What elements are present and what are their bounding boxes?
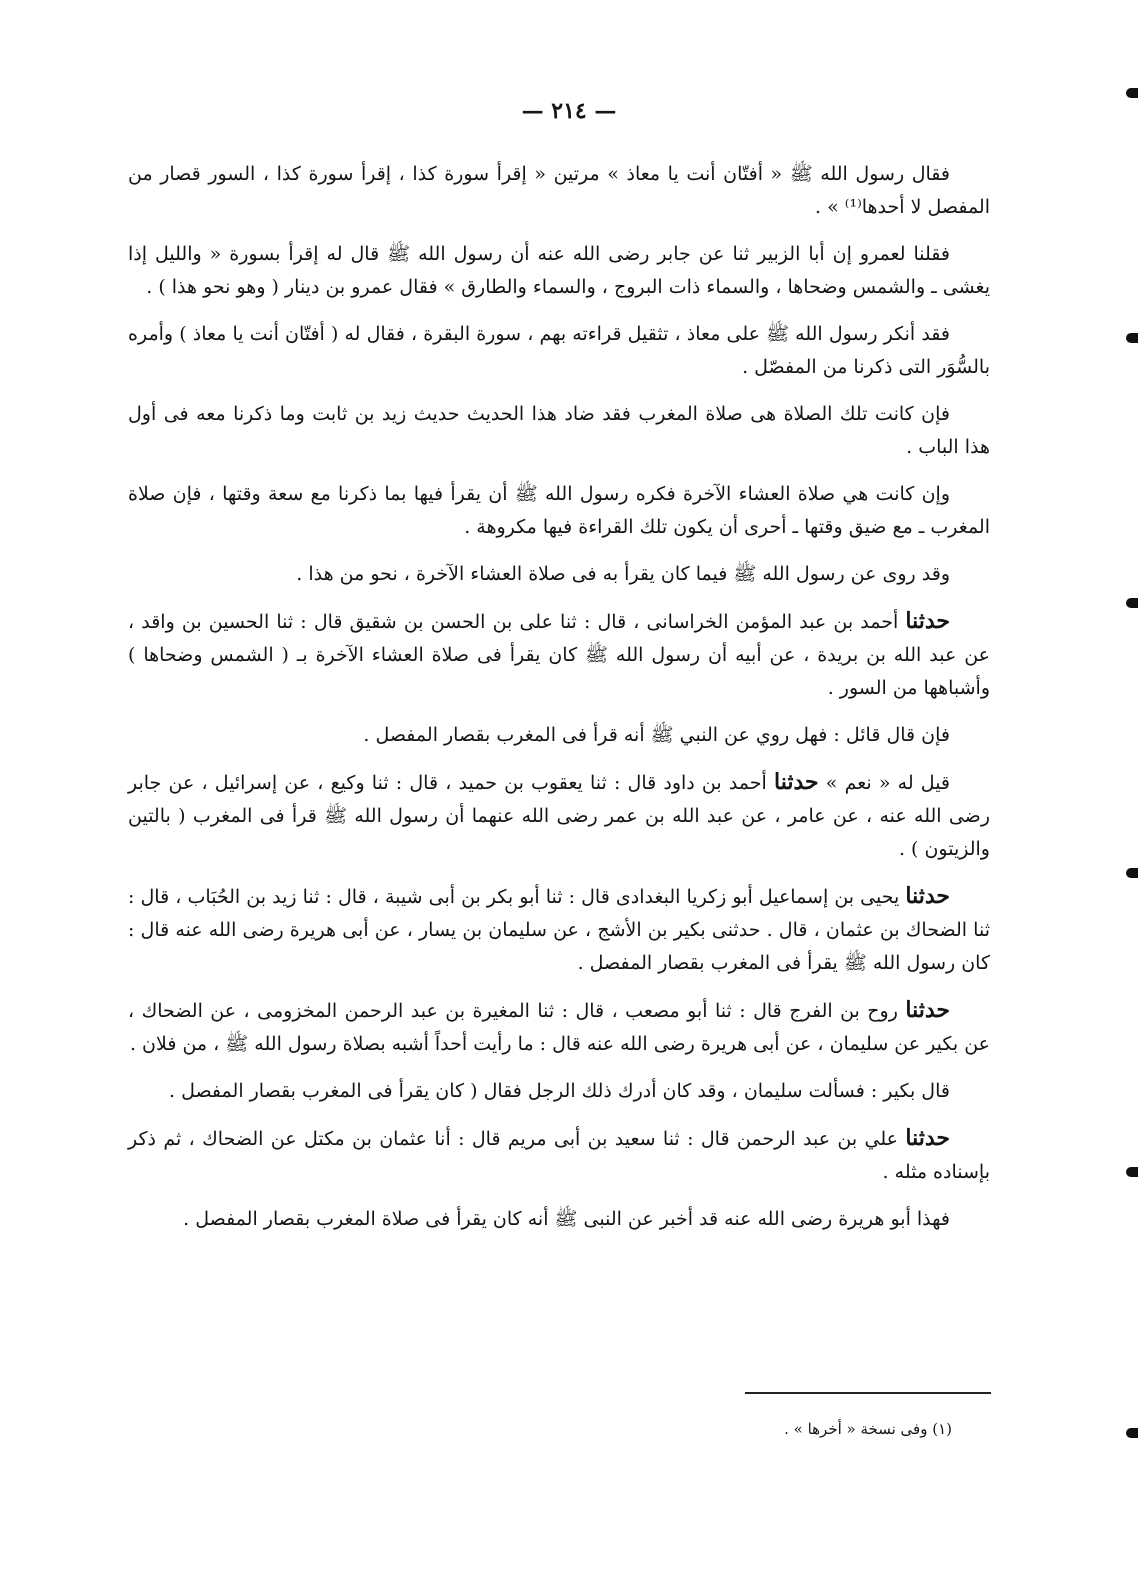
page-number: — ٢١٤ — (521, 98, 617, 124)
paragraph: حدثنا روح بن الفرج قال : ثنا أبو مصعب ، قال : ثنا المغيرة بن عبد الرحمن المخزومى ، عن الضحاك ، عن بكير عن سليمان ، عن أبى هريرة رضى الله عنه قال : ما رأيت أحداً أشبه بصلاة رسول الله ﷺ ، من فلان . (128, 997, 990, 1055)
paragraph: وإن كانت هي صلاة العشاء الآخرة فكره رسول الله ﷺ أن يقرأ فيها بما ذكرنا مع سعة وقتها ، فإن صلاة المغرب ـ مع ضيق وقتها ـ أحرى أن يكون تلك القراءة فيها مكروهة . (128, 483, 990, 538)
hadith-marker: حدثنا (905, 883, 950, 909)
hadith-marker: حدثنا (774, 769, 819, 795)
scan-edge-mark (1126, 333, 1138, 343)
paragraph: قيل له « نعم » حدثنا أحمد بن داود قال : ثنا يعقوب بن حميد ، قال : ثنا وكيع ، عن إسرائيل ، عن جابر رضى الله عنه ، عن عامر ، عن عبد الله بن عمر رضى الله عنهما أن رسول الله ﷺ قرأ فى المغرب ( بالتين والزيتون ) . (128, 769, 990, 860)
paragraph: حدثنا أحمد بن عبد المؤمن الخراسانى ، قال : ثنا على بن الحسن بن شقيق قال : ثنا الحسين بن واقد ، عن عبد الله بن بريدة ، عن أبيه أن رسول الله ﷺ كان يقرأ فى صلاة العشاء الآخرة بـ ( الشمس وضحاها ) وأشباهها من السور . (128, 608, 990, 699)
paragraph: فقد أنكر رسول الله ﷺ على معاذ ، تثقيل قراءته بهم ، سورة البقرة ، فقال له ( أفتّان أنت يا معاذ ) وأمره بالسُّوَر التى ذكرنا من المفصّل . (128, 323, 990, 378)
paragraph: حدثنا علي بن عبد الرحمن قال : ثنا سعيد بن أبى مريم قال : أنا عثمان بن مكتل عن الضحاك ، ثم ذكر بإسناده مثله . (128, 1125, 990, 1183)
hadith-marker: حدثنا (905, 1125, 950, 1151)
footnote-divider (745, 1392, 991, 1394)
hadith-marker: حدثنا (905, 997, 950, 1023)
paragraph: فهذا أبو هريرة رضى الله عنه قد أخبر عن النبى ﷺ أنه كان يقرأ فى صلاة المغرب بقصار المفصل . (183, 1208, 950, 1230)
scan-edge-mark (1126, 1428, 1138, 1438)
paragraph: فإن كانت تلك الصلاة هى صلاة المغرب فقد ضاد هذا الحديث حديث زيد بن ثابت وما ذكرنا معه فى أول هذا الباب . (128, 403, 990, 458)
scan-edge-mark (1126, 598, 1138, 608)
footnote: (١) وفى نسخة « أخرها » . (784, 1420, 952, 1438)
body-text (128, 158, 990, 1250)
paragraph: وقد روى عن رسول الله ﷺ فيما كان يقرأ به فى صلاة العشاء الآخرة ، نحو من هذا . (296, 563, 950, 585)
paragraph: فقلنا لعمرو إن أبا الزبير ثنا عن جابر رضى الله عنه أن رسول الله ﷺ قال له إقرأ بسورة « والليل إذا يغشى ـ والشمس وضحاها ، والسماء ذات البروج ، والسماء والطارق » فقال عمرو بن دينار ( وهو نحو هذا ) . (128, 243, 990, 298)
paragraph: حدثنا يحيى بن إسماعيل أبو زكريا البغدادى قال : ثنا أبو بكر بن أبى شيبة ، قال : ثنا زيد بن الحُبَاب ، قال : ثنا الضحاك بن عثمان ، قال . حدثنى بكير بن الأشج ، عن سليمان بن يسار ، عن أبى هريرة رضى الله عنه قال : كان رسول الله ﷺ يقرأ فى المغرب بقصار المفصل . (128, 883, 990, 974)
scan-edge-mark (1126, 1167, 1138, 1177)
scan-edge-mark (1126, 88, 1138, 98)
hadith-marker: حدثنا (905, 608, 950, 634)
paragraph: قال بكير : فسألت سليمان ، وقد كان أدرك ذلك الرجل فقال ( كان يقرأ فى المغرب بقصار المفصل . (168, 1080, 950, 1102)
scan-edge-mark (1126, 868, 1138, 878)
paragraph: فإن قال قائل : فهل روي عن النبي ﷺ أنه قرأ فى المغرب بقصار المفصل . (363, 724, 950, 746)
paragraph: فقال رسول الله ﷺ « أفتّان أنت يا معاذ » مرتين « إقرأ سورة كذا ، إقرأ سورة كذا ، السور قصار من المفصل لا أحدها⁽¹⁾ » . (128, 163, 990, 218)
